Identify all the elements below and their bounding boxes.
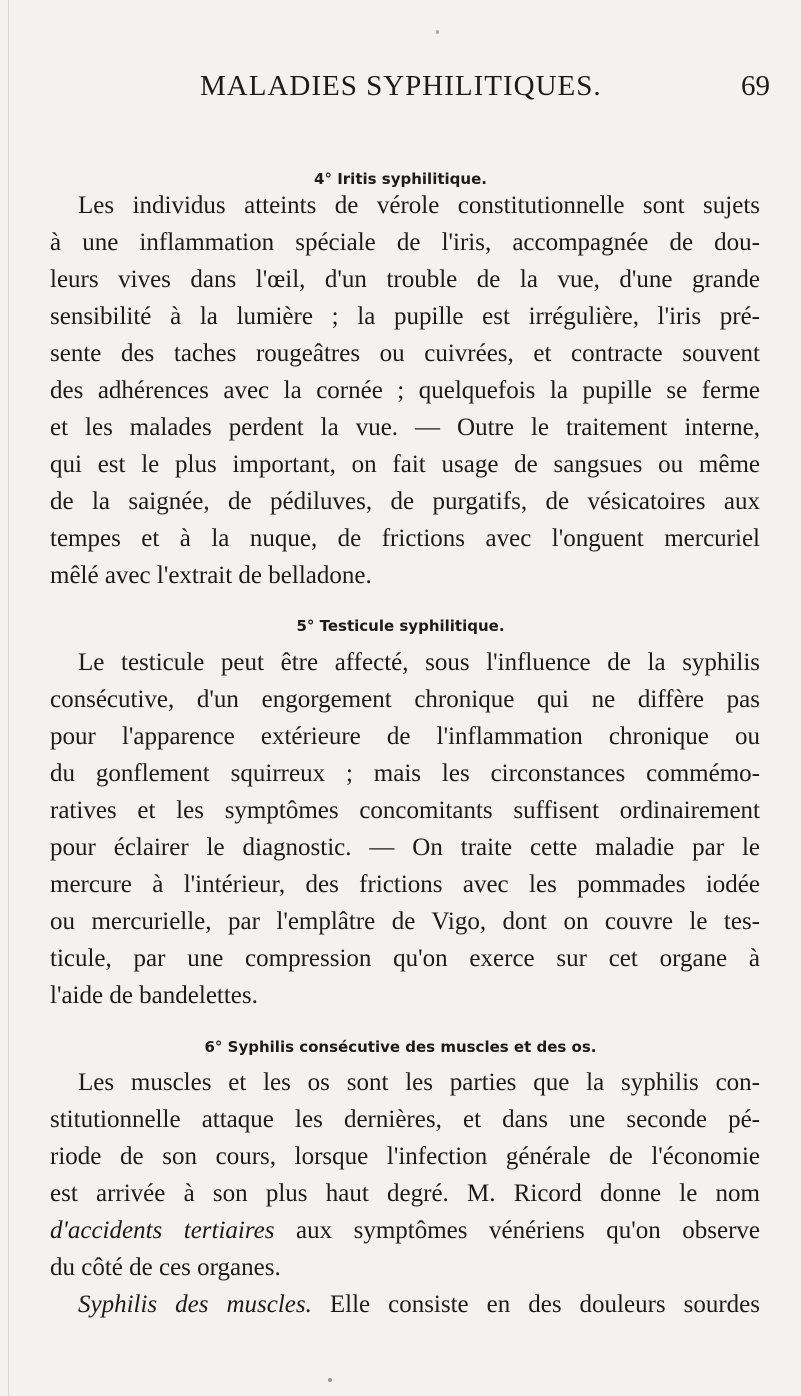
running-head — [160, 70, 770, 110]
text-line: pour éclairer le diagnostic. — On traite cette maladie par le — [50, 834, 760, 861]
text-line: tempes et à la nuque, de frictions avec l'onguent mercuriel — [50, 525, 760, 552]
text-line: et les malades perdent la vue. — Outre le traitement interne, — [50, 414, 760, 441]
text-line: pour l'apparence extérieure de l'inflammation chronique ou — [50, 723, 760, 750]
print-speck — [328, 1378, 332, 1382]
paragraph-testicule — [50, 644, 760, 1014]
italic-subheading: Syphilis des muscles. — [78, 1291, 312, 1318]
page-edge-shadow — [8, 0, 9, 1396]
text-line: Les muscles et les os sont les parties que la syphilis con- — [78, 1069, 760, 1096]
text-line: mêlé avec l'extrait de belladone. — [50, 562, 372, 589]
paragraph-iritis — [50, 187, 760, 594]
paragraph-muscles-os — [50, 1064, 760, 1323]
text-line: est arrivée à son plus haut degré. M. Ricord donne le nom — [50, 1180, 760, 1207]
text-line: leurs vives dans l'œil, d'un trouble de la vue, d'une grande — [50, 266, 760, 293]
text-line: qui est le plus important, on fait usage de sangsues ou même — [50, 451, 760, 478]
print-speck — [436, 30, 439, 34]
running-title: MALADIES SYPHILITIQUES. — [200, 70, 602, 102]
text-line: Le testicule peut être affecté, sous l'influence de la syphilis — [78, 649, 760, 676]
italic-term: d'accidents tertiaires — [50, 1217, 275, 1244]
text-line-mixed — [50, 1286, 760, 1323]
text-line: à une inflammation spéciale de l'iris, accompagnée de dou- — [50, 229, 760, 256]
text-line: sensibilité à la lumière ; la pupille est irrégulière, l'iris pré- — [50, 303, 760, 330]
text-line: ratives et les symptômes concomitants suffisent ordinairement — [50, 797, 760, 824]
section-heading-testicule: 5° Testicule syphilitique. — [296, 617, 505, 635]
text-line: l'aide de bandelettes. — [50, 982, 258, 1009]
text-line-mixed — [50, 1212, 760, 1249]
text-run: Elle consiste en des douleurs sourdes — [311, 1291, 760, 1318]
text-line: du côté de ces organes. — [50, 1254, 281, 1281]
text-line: Les individus atteints de vérole constitutionnelle sont sujets — [78, 192, 760, 219]
text-line: ticule, par une compression qu'on exerce sur cet organe à — [50, 945, 760, 972]
section-heading-muscles-os: 6° Syphilis consécutive des muscles et des os. — [204, 1038, 597, 1056]
text-line: consécutive, d'un engorgement chronique qui ne diffère pas — [50, 686, 760, 713]
text-line: stitutionnelle attaque les dernières, et dans une seconde pé- — [50, 1106, 760, 1133]
text-line: des adhérences avec la cornée ; quelquefois la pupille se ferme — [50, 377, 760, 404]
section-heading-iritis: 4° Iritis syphilitique. — [314, 170, 487, 188]
page-number: 69 — [741, 70, 770, 102]
text-line: de la saignée, de pédiluves, de purgatifs, de vésicatoires aux — [50, 488, 760, 515]
text-run: aux symptômes vénériens qu'on observe — [274, 1217, 760, 1244]
text-line: ou mercurielle, par l'emplâtre de Vigo, dont on couvre le tes- — [50, 908, 760, 935]
text-line: mercure à l'intérieur, des frictions avec les pommades iodée — [50, 871, 760, 898]
text-line: sente des taches rougeâtres ou cuivrées, et contracte souvent — [50, 340, 760, 367]
text-line: du gonflement squirreux ; mais les circonstances commémo- — [50, 760, 760, 787]
text-line: riode de son cours, lorsque l'infection générale de l'économie — [50, 1143, 760, 1170]
